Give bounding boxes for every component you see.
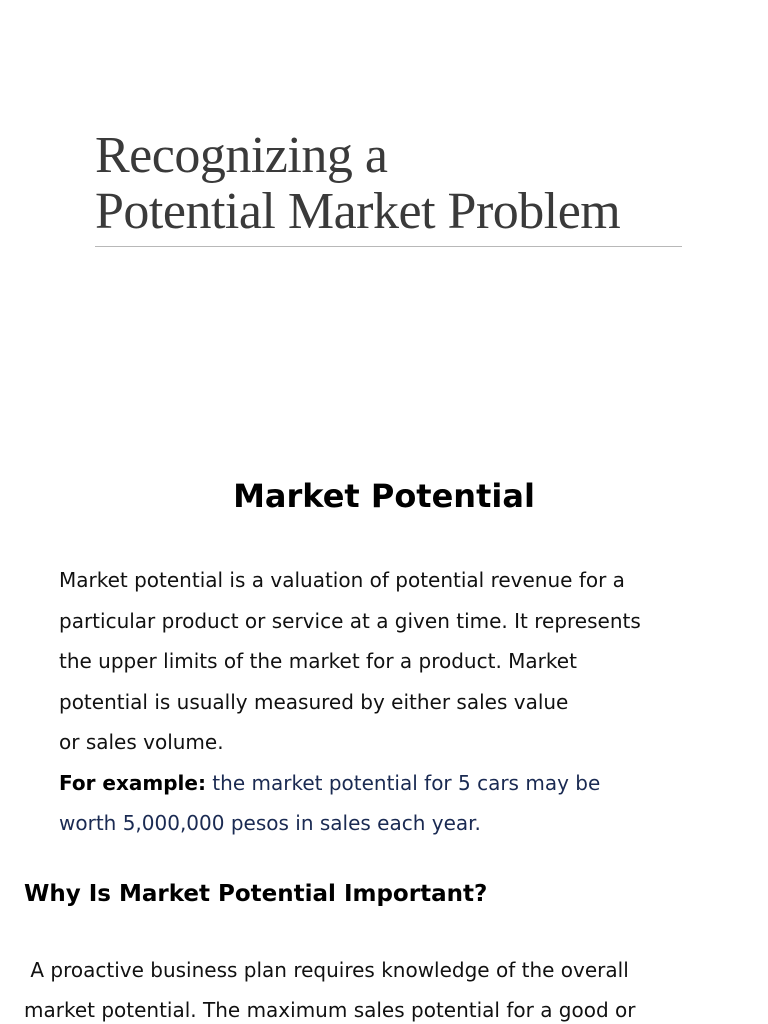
paragraph-line: or sales volume.	[59, 730, 224, 754]
example-line	[59, 763, 739, 804]
title-line-2: Potential Market Problem	[95, 183, 621, 240]
title-block	[95, 128, 682, 247]
paragraph-line: Market potential is a valuation of potential revenue for a	[59, 568, 625, 592]
example-line: worth 5,000,000 pesos in sales each year.	[59, 811, 481, 835]
paragraph-line: A proactive business plan requires knowledge of the overall	[24, 958, 629, 982]
example-label: For example:	[59, 770, 206, 795]
why-paragraph	[24, 950, 744, 1024]
paragraph-line: particular product or service at a given time. It represents	[59, 608, 641, 633]
paragraph-line: the upper limits of the market for a product. Market	[59, 649, 577, 673]
market-potential-paragraph	[59, 560, 739, 844]
why-heading: Why Is Market Potential Important?	[24, 881, 488, 907]
section-heading: Market Potential	[233, 477, 535, 515]
paragraph-line: potential is usually measured by either sales value	[59, 689, 569, 714]
paragraph-line: market potential. The maximum sales potential for a good or	[24, 998, 636, 1022]
example-text: the market potential for 5 cars may be	[205, 770, 601, 795]
title-line-1: Recognizing a	[95, 127, 388, 184]
